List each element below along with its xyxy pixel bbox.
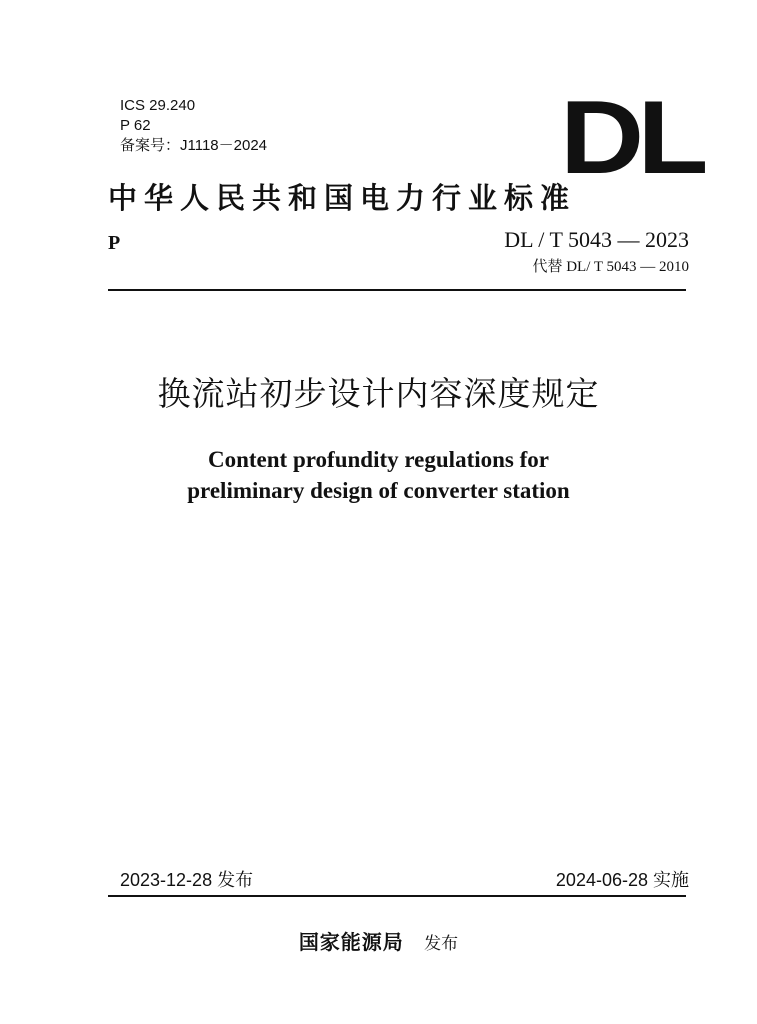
english-title-line-1: Content profundity regulations for bbox=[208, 447, 549, 472]
standard-series-title: 中华人民共和国电力行业标准 bbox=[108, 181, 577, 215]
dl-logo: DL bbox=[560, 80, 702, 196]
publisher-action: 发布 bbox=[424, 934, 459, 954]
standard-number: DL / T 5043 — 2023 bbox=[504, 227, 689, 252]
document-title-chinese: 换流站初步设计内容深度规定 bbox=[157, 374, 600, 413]
top-divider bbox=[108, 289, 686, 291]
filing-number: 备案号：J1118－2024 bbox=[120, 137, 268, 154]
ics-code: ICS 29.240 bbox=[120, 97, 196, 114]
replaces-standard: 代替 DL/ T 5043 — 2010 bbox=[532, 259, 689, 275]
ccs-code: P 62 bbox=[120, 117, 151, 134]
english-title-line-2: preliminary design of converter station bbox=[187, 478, 570, 503]
effective-date: 2024-06-28 实施 bbox=[555, 870, 689, 890]
bottom-divider bbox=[108, 895, 686, 897]
document-title-english bbox=[0, 444, 757, 506]
publisher-line bbox=[0, 928, 757, 958]
publisher-name: 国家能源局 bbox=[298, 930, 404, 954]
classification-block bbox=[120, 96, 267, 156]
issue-date: 2023-12-28 发布 bbox=[120, 870, 254, 890]
category-code: P bbox=[108, 232, 121, 254]
